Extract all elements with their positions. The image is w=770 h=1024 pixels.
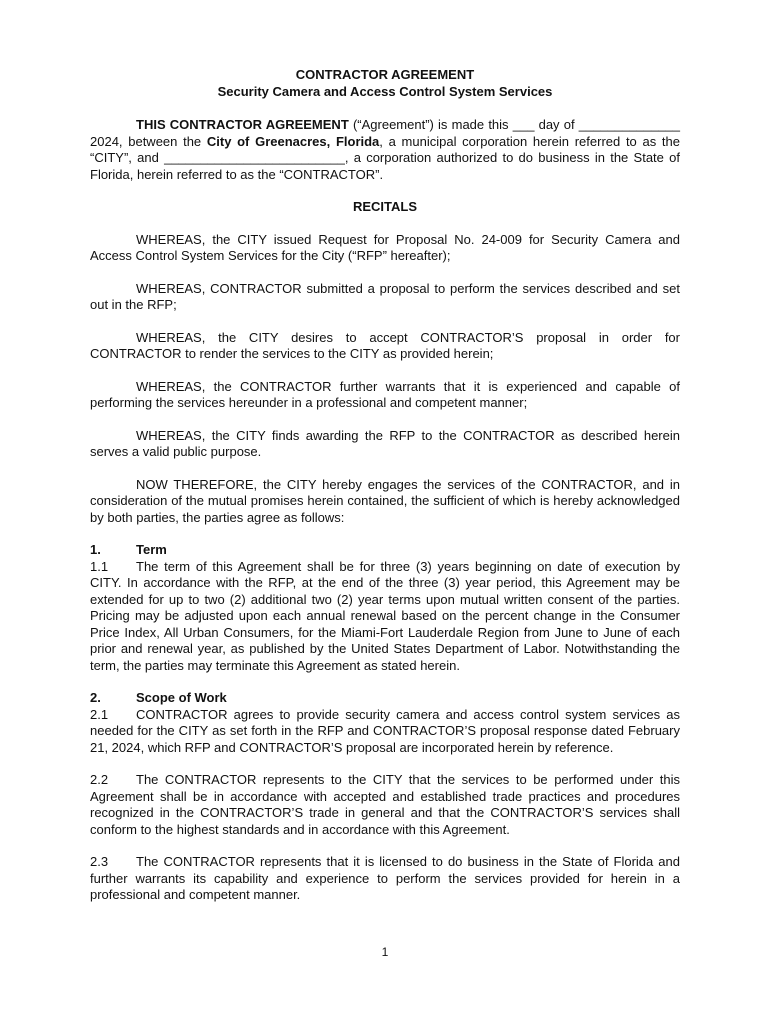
page-number: 1: [381, 945, 389, 959]
subsection-text: The term of this Agreement shall be for three (3) years beginning on date of execution by CITY. In accordance with the RFP, at the end of the three (3) year period, this Agreement may be extended for up to two (2) additional two (2) year terms upon mutual written consent of the parties. Pricing may be adjusted upon each annual renewal based on the percent change in the Consumer Price Index, All Urban Consumers, for the Miami-Fort Lauderdale Region from June to June of each prior and renewal year, as published by the United States Department of Labor. Notwithstanding the term, the parties may terminate this Agreement as stated herein.: [90, 558, 680, 673]
section-term: [90, 542, 680, 674]
section-number: 2.: [90, 690, 101, 705]
subsection-number: 1.1: [90, 558, 109, 574]
recital-1: WHEREAS, the CITY issued Request for Proposal No. 24-009 for Security Camera and Access Control System Services for the City (“RFP” hereafter);: [90, 231, 680, 263]
intro-city: City of Greenacres, Florida: [206, 133, 380, 149]
subsection-text: The CONTRACTOR represents that it is licensed to do business in the State of Florida and further warrants its capability and experience to perform the services provided for herein in a professional and competent manner.: [90, 854, 680, 902]
document-title: CONTRACTOR AGREEMENT: [295, 67, 475, 82]
intro-part1: (“Agreement”) is made this ___ day of ______________ 2024, between the: [90, 117, 680, 149]
section-heading: [90, 542, 680, 559]
subsection-number: 2.2: [90, 772, 109, 787]
recital-2: WHEREAS, CONTRACTOR submitted a proposal to perform the services described and set out in the RFP;: [90, 280, 680, 312]
subsection-1-1: [90, 559, 680, 675]
subsection-2-3: [90, 854, 680, 904]
now-therefore-paragraph: NOW THEREFORE, the CITY hereby engages the services of the CONTRACTOR, and in consideration of the mutual promises herein contained, the sufficient of which is hereby acknowledged by both parties, the parties agree as follows:: [90, 476, 680, 525]
section-title: Term: [136, 542, 167, 557]
intro-paragraph: [90, 117, 680, 183]
intro-lead: THIS CONTRACTOR AGREEMENT: [136, 117, 349, 132]
recital-3: WHEREAS, the CITY desires to accept CONTRACTOR’S proposal in order for CONTRACTOR to render the services to the CITY as provided herein;: [90, 329, 680, 361]
subsection-number: 2.3: [90, 854, 109, 869]
section-title: Scope of Work: [136, 690, 227, 705]
subsection-number: 2.1: [90, 706, 109, 722]
section-number: 1.: [90, 542, 101, 557]
section-heading: [90, 690, 680, 707]
recital-4: WHEREAS, the CONTRACTOR further warrants that it is experienced and capable of performing the services hereunder in a professional and competent manner;: [90, 378, 680, 410]
subsection-2-2: [90, 772, 680, 838]
recital-5: WHEREAS, the CITY finds awarding the RFP to the CONTRACTOR as described herein serves a valid public purpose.: [90, 427, 680, 459]
subsection-2-1: [90, 707, 680, 757]
intro-part2: , a municipal corporation herein referred to as the “CITY”, and _________________________, a corporation authorized to do business in the State of Florida, herein referred to as the “CONTRACTOR”.: [90, 133, 680, 182]
document-subtitle: Security Camera and Access Control System Services: [217, 83, 553, 99]
recitals-heading: RECITALS: [352, 199, 418, 214]
subsection-text: The CONTRACTOR represents to the CITY that the services to be performed under this Agreement shall be in accordance with accepted and established trade practices and procedures recognized in the CONTRACTOR’S trade in general and that the CONTRACTOR’S services shall conform to the highest standards and in accordance with this Agreement.: [90, 772, 680, 837]
subsection-text: CONTRACTOR agrees to provide security camera and access control system services as needed for the CITY as set forth in the RFP and CONTRACTOR’S proposal response dated February 21, 2024, which RFP and CONTRACTOR’S proposal are incorporated herein by reference.: [90, 706, 680, 755]
section-scope-of-work: [90, 690, 680, 904]
